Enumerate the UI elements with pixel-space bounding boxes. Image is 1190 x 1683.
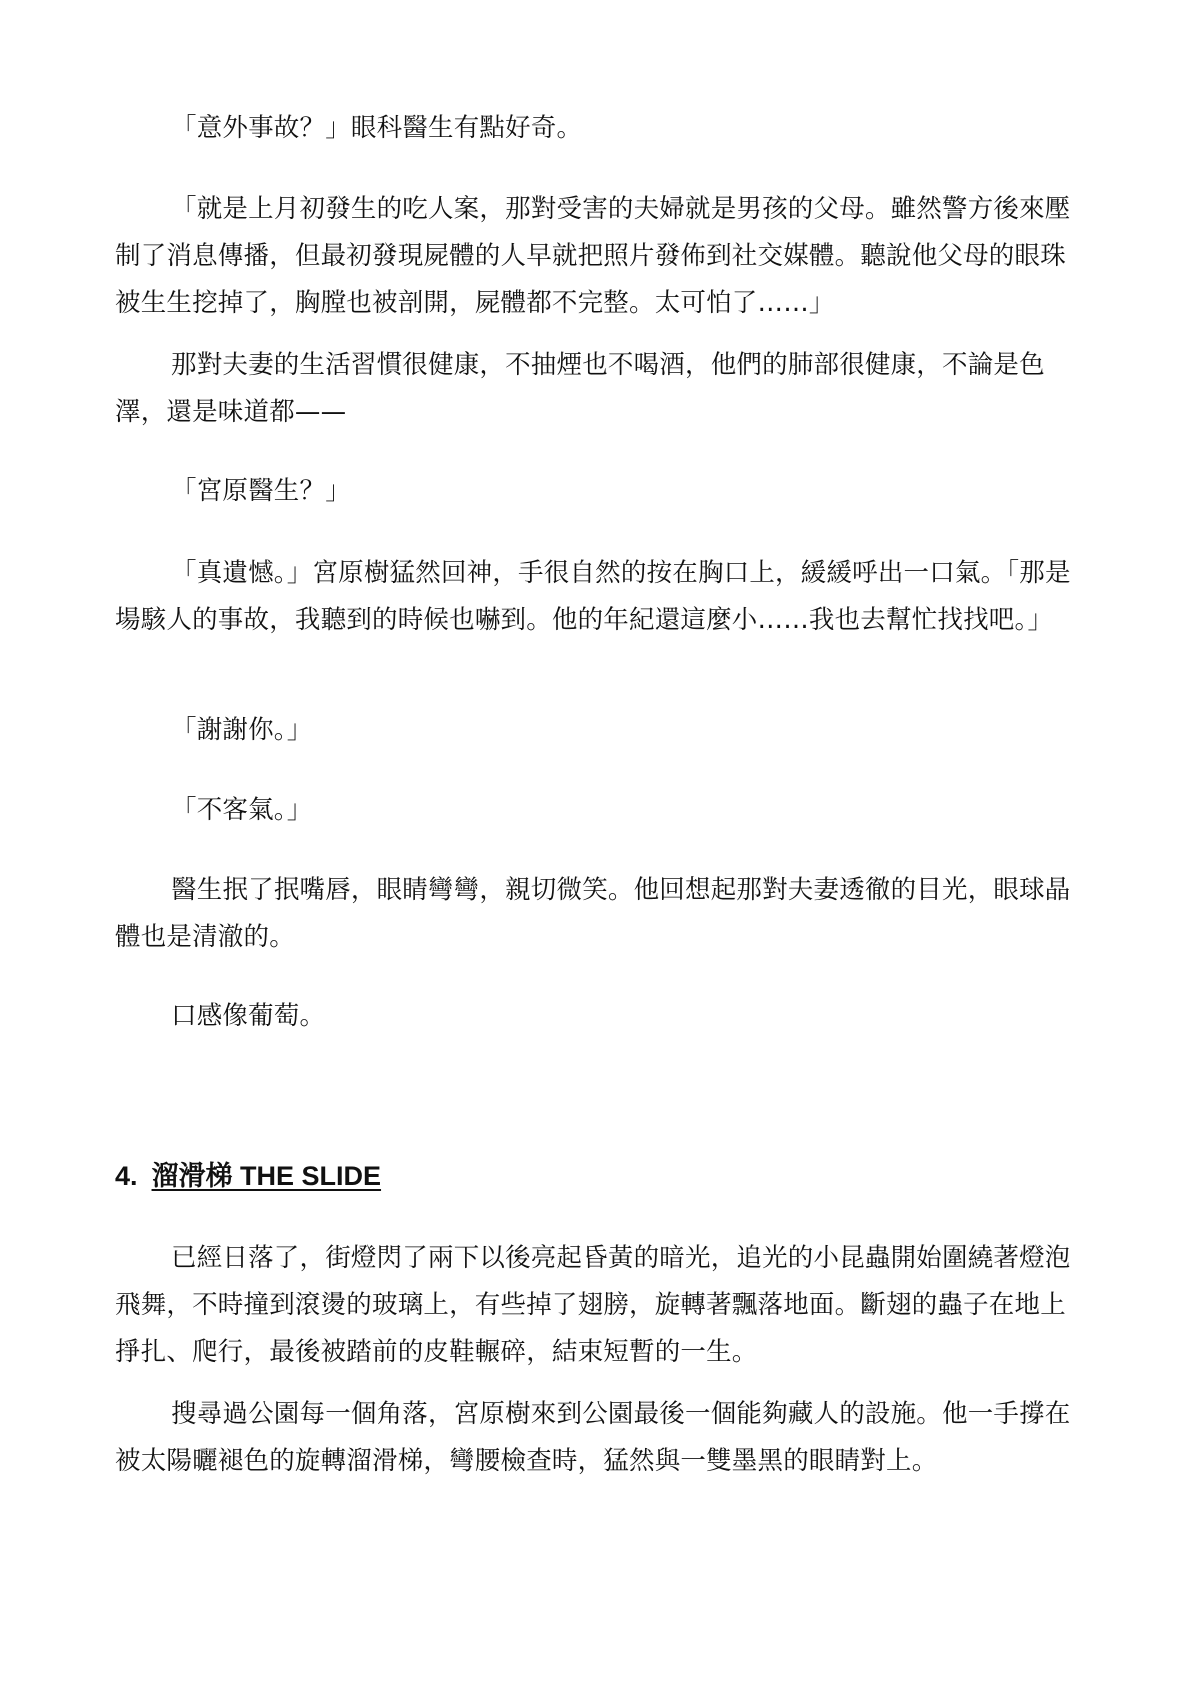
paragraph-sunset-streetlight: 已經日落了，街燈閃了兩下以後亮起昏黃的暗光，追光的小昆蟲開始圍繞著燈泡飛舞，不時撞到滾燙的玻璃上，有些掉了翅膀，旋轉著飄落地面。斷翅的蟲子在地上掙扎、爬行，最後被踏前的皮鞋輾碎，結束短暫的一生。	[115, 1243, 1071, 1367]
paragraph-search-park-slide: 搜尋過公園每一個角落，宮原樹來到公園最後一個能夠藏人的設施。他一手撐在被太陽曬褪色的旋轉溜滑梯，彎腰檢查時，猛然與一雙墨黑的眼睛對上。	[115, 1399, 1071, 1476]
paragraph-healthy-couple: 那對夫妻的生活習慣很健康，不抽煙也不喝酒，他們的肺部很健康，不論是色澤，還是味道都——	[115, 350, 1045, 427]
paragraph-cannibal-case: 「就是上月初發生的吃人案，那對受害的夫婦就是男孩的父母。雖然警方後來壓制了消息傳播，但最初發現屍體的人早就把照片發佈到社交媒體。聽說他父母的眼珠被生生挖掉了，胸膛也被剖開，屍體都不完整。太可怕了……」	[115, 194, 1071, 318]
paragraph-thank-you: 「謝謝你。」	[171, 715, 313, 745]
section-heading	[115, 1154, 381, 1198]
paragraph-you-are-welcome: 「不客氣。」	[171, 795, 313, 825]
section-number: 4.	[115, 1161, 138, 1191]
paragraph-doctor-smile: 醫生抿了抿嘴唇，眼睛彎彎，親切微笑。他回想起那對夫妻透徹的目光，眼球晶體也是清澈的。	[115, 875, 1071, 952]
paragraph-miyahara-called: 「宮原醫生？」	[171, 476, 351, 506]
paragraph-eye-doctor-question: 「意外事故？」眼科醫生有點好奇。	[171, 113, 583, 143]
paragraph-taste-like-grapes: 口感像葡萄。	[171, 1001, 326, 1031]
paragraph-pity: 「真遺憾。」宮原樹猛然回神，手很自然的按在胸口上，緩緩呼出一口氣。「那是場駭人的事故，我聽到的時候也嚇到。他的年紀還這麼小……我也去幫忙找找吧。」	[115, 558, 1071, 635]
section-title: 溜滑梯 THE SLIDE	[151, 1161, 382, 1191]
